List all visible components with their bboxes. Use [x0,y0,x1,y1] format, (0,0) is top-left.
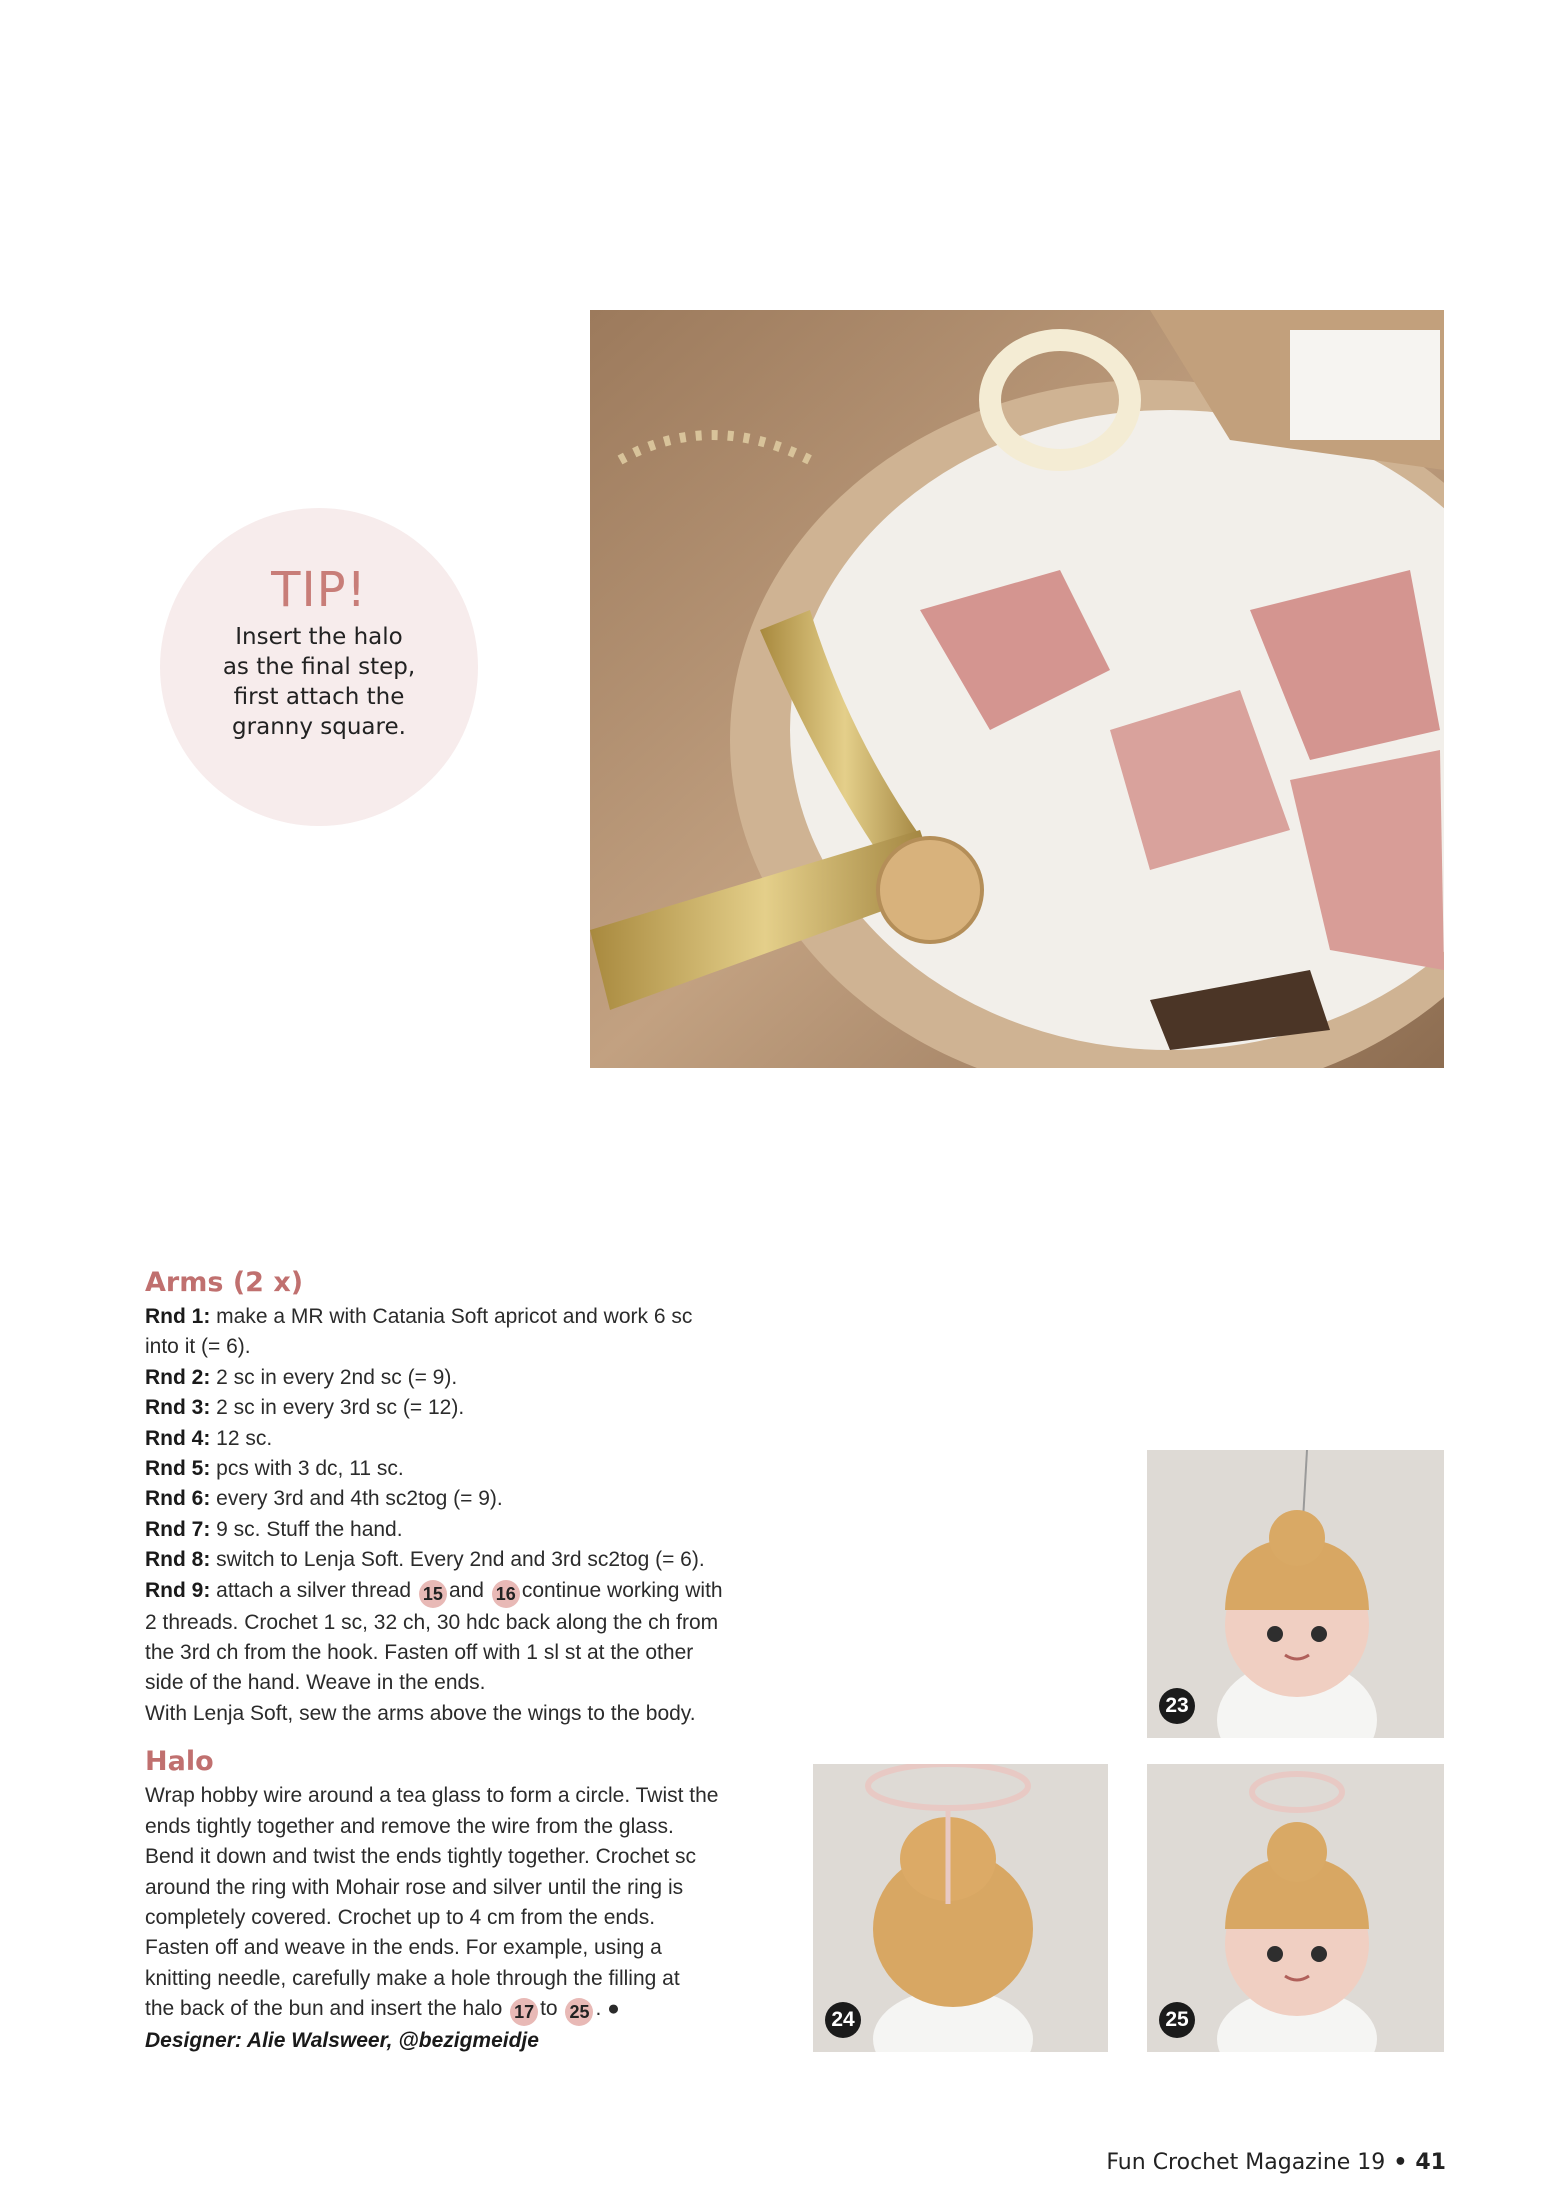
page-footer [1106,2150,1446,2175]
round-label: Rnd 1: [145,1305,211,1328]
step-photo-25 [1147,1764,1444,2052]
round-text: into it (= 6). [145,1335,251,1359]
pattern-line [145,1363,785,1393]
pattern-line [145,1454,785,1484]
round-text: 2 sc in every 3rd sc (= 12). [210,1396,465,1420]
step-photo-23 [1147,1450,1444,1738]
step-number-badge: 23 [1159,1688,1195,1724]
pattern-line [145,1994,785,2026]
magazine-name: Fun Crochet Magazine 19 [1106,2150,1386,2175]
round-label: Rnd 5: [145,1457,211,1481]
step-number-badge: 24 [825,2002,861,2038]
pattern-text [145,1266,785,2057]
round-text: 9 sc. Stuff the hand. [210,1517,403,1541]
hero-photo [590,310,1444,1068]
round-text: 2 sc in every 2nd sc (= 9). [210,1365,458,1389]
step-ref-badge: 15 [419,1580,447,1608]
pattern-line: Bend it down and twist the ends tightly together. Crochet sc [145,1845,696,1869]
pattern-line: around the ring with Mohair rose and silver until the ring is [145,1875,684,1899]
pattern-line: completely covered. Crochet up to 4 cm from the ends. [145,1905,656,1929]
tip-text [209,622,429,742]
pattern-line: side of the hand. Weave in the ends. [145,1671,486,1695]
halo-heading: Halo [145,1746,214,1778]
arms-heading: Arms (2 x) [145,1267,304,1298]
footer-separator: • [1393,2150,1408,2175]
tip-line: granny square. [232,714,406,740]
pattern-line [145,1424,785,1454]
round-label: Rnd 8: [145,1548,211,1572]
step-photo-24 [813,1764,1108,2052]
pattern-line [145,1302,785,1332]
step-ref-badge: 17 [510,1998,538,2026]
pattern-line: Fasten off and weave in the ends. For example, using a [145,1936,662,1960]
pattern-line [145,1393,785,1423]
round-text: to [540,1997,564,2021]
round-text: switch to Lenja Soft. Every 2nd and 3rd sc2tog (= 6). [210,1548,705,1572]
pattern-line [145,1545,785,1575]
pattern-line: Wrap hobby wire around a tea glass to form a circle. Twist the [145,1784,719,1808]
pattern-line: With Lenja Soft, sew the arms above the wings to the body. [145,1701,696,1725]
round-text: and [448,1578,490,1602]
round-label: Rnd 9: [145,1578,211,1602]
pattern-line: knitting needle, carefully make a hole through the filling at [145,1966,680,1990]
round-text: every 3rd and 4th sc2tog (= 9). [210,1487,503,1511]
tip-title: TIP! [271,562,367,618]
tip-line: as the final step, [222,654,416,680]
round-text: make a MR with Catania Soft apricot and work 6 sc [210,1305,693,1328]
round-label: Rnd 2: [145,1365,211,1389]
page-number: 41 [1415,2150,1446,2175]
round-text: 12 sc. [210,1426,273,1450]
step-ref-badge: 25 [565,1998,593,2026]
step-number-badge: 25 [1159,2002,1195,2038]
round-label: Rnd 3: [145,1396,211,1420]
pattern-line [145,1332,785,1362]
end-mark: . ● [595,1997,620,2021]
step-ref-badge: 16 [492,1580,520,1608]
pattern-line [145,1515,785,1545]
pattern-line: 2 threads. Crochet 1 sc, 32 ch, 30 hdc back along the ch from [145,1610,719,1634]
pattern-line [145,1484,785,1514]
tip-line: Insert the halo [235,624,403,650]
round-text: attach a silver thread [210,1578,417,1602]
round-label: Rnd 4: [145,1426,211,1450]
pattern-line: the 3rd ch from the hook. Fasten off with 1 sl st at the other [145,1641,694,1665]
tip-bubble [160,508,478,826]
round-text: the back of the bun and insert the halo [145,1997,509,2021]
pattern-line [145,1576,785,1608]
pattern-line: ends tightly together and remove the wire from the glass. [145,1814,674,1838]
round-label: Rnd 6: [145,1487,211,1511]
round-label: Rnd 7: [145,1517,211,1541]
designer-credit: Designer: Alie Walsweer, @bezigmeidje [145,2029,539,2053]
tip-line: first attach the [233,684,405,710]
round-text: continue working with [521,1578,723,1602]
round-text: pcs with 3 dc, 11 sc. [210,1457,404,1481]
